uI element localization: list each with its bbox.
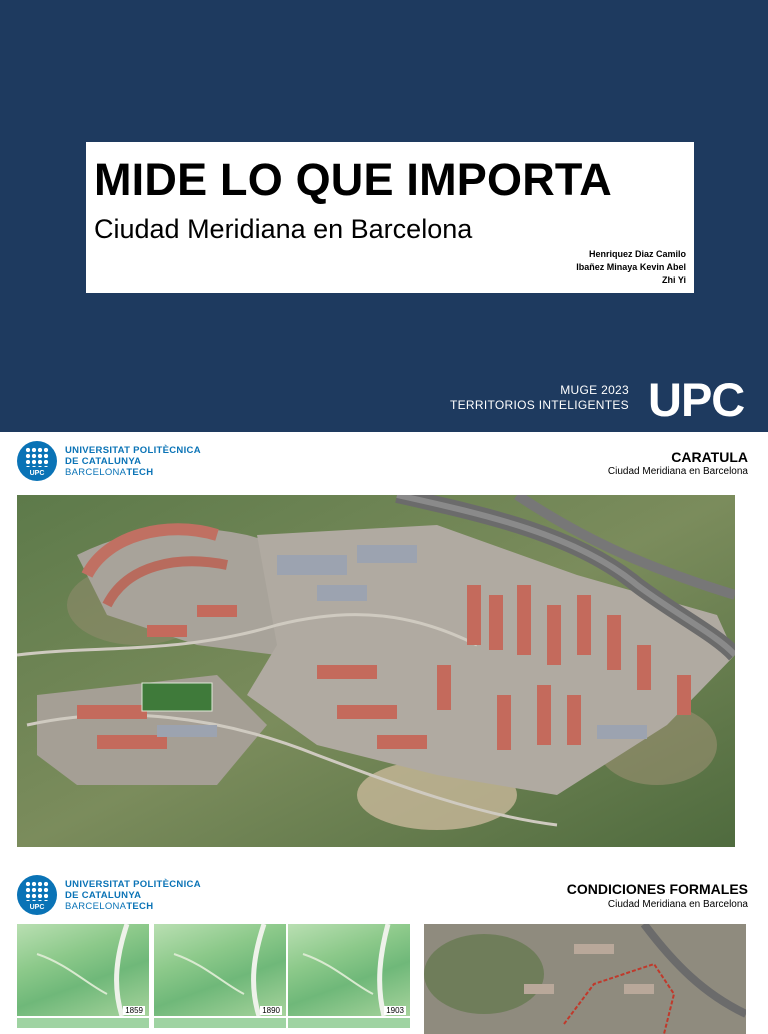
author-name: Zhi Yi: [661, 275, 686, 285]
historical-map-thumbnail: [288, 924, 410, 1016]
map-year: 1890: [262, 1006, 280, 1015]
university-name-line1: UNIVERSITAT POLITÈCNICA: [65, 444, 201, 456]
university-logo: [17, 875, 201, 915]
university-name-line3: BARCELONATECH: [65, 466, 154, 478]
section-title: CONDICIONES FORMALES: [566, 881, 748, 897]
author-list: [576, 248, 686, 287]
map-year: 1859: [125, 1006, 143, 1015]
section-subtitle: Ciudad Meridiana en Barcelona: [607, 466, 748, 477]
presentation-subtitle: Ciudad Meridiana en Barcelona: [94, 214, 473, 244]
presentation-title: MIDE LO QUE IMPORTA: [94, 154, 612, 205]
university-name-line1: UNIVERSITAT POLITÈCNICA: [65, 878, 201, 890]
course-name: TERRITORIOS INTELIGENTES: [449, 398, 629, 412]
site-boundary-map: [424, 924, 746, 1034]
aerial-photo: [17, 495, 735, 847]
upc-seal-icon: UPC: [17, 875, 57, 915]
university-name-line2: DE CATALUNYA: [65, 889, 142, 901]
university-logo: [17, 441, 201, 481]
author-name: Henriquez Diaz Camilo: [588, 249, 686, 259]
historical-map-thumbnail: [154, 924, 286, 1016]
section-subtitle: Ciudad Meridiana en Barcelona: [607, 899, 748, 910]
historical-map-thumbnail: [17, 924, 149, 1016]
university-name-line2: DE CATALUNYA: [65, 455, 142, 467]
map-year: 1903: [386, 1006, 404, 1015]
title-box: [86, 142, 694, 293]
upc-logo: UPC: [648, 373, 745, 426]
author-name: Ibañez Minaya Kevin Abel: [576, 262, 686, 272]
course-info: [450, 383, 629, 413]
cover-slide: [0, 0, 768, 432]
university-name-line3: BARCELONATECH: [65, 900, 154, 912]
course-code: MUGE 2023: [560, 383, 629, 397]
condiciones-slide: [0, 864, 768, 1024]
caratula-slide: [0, 432, 768, 864]
upc-seal-icon: UPC: [17, 441, 57, 481]
section-title: CARATULA: [671, 449, 748, 465]
